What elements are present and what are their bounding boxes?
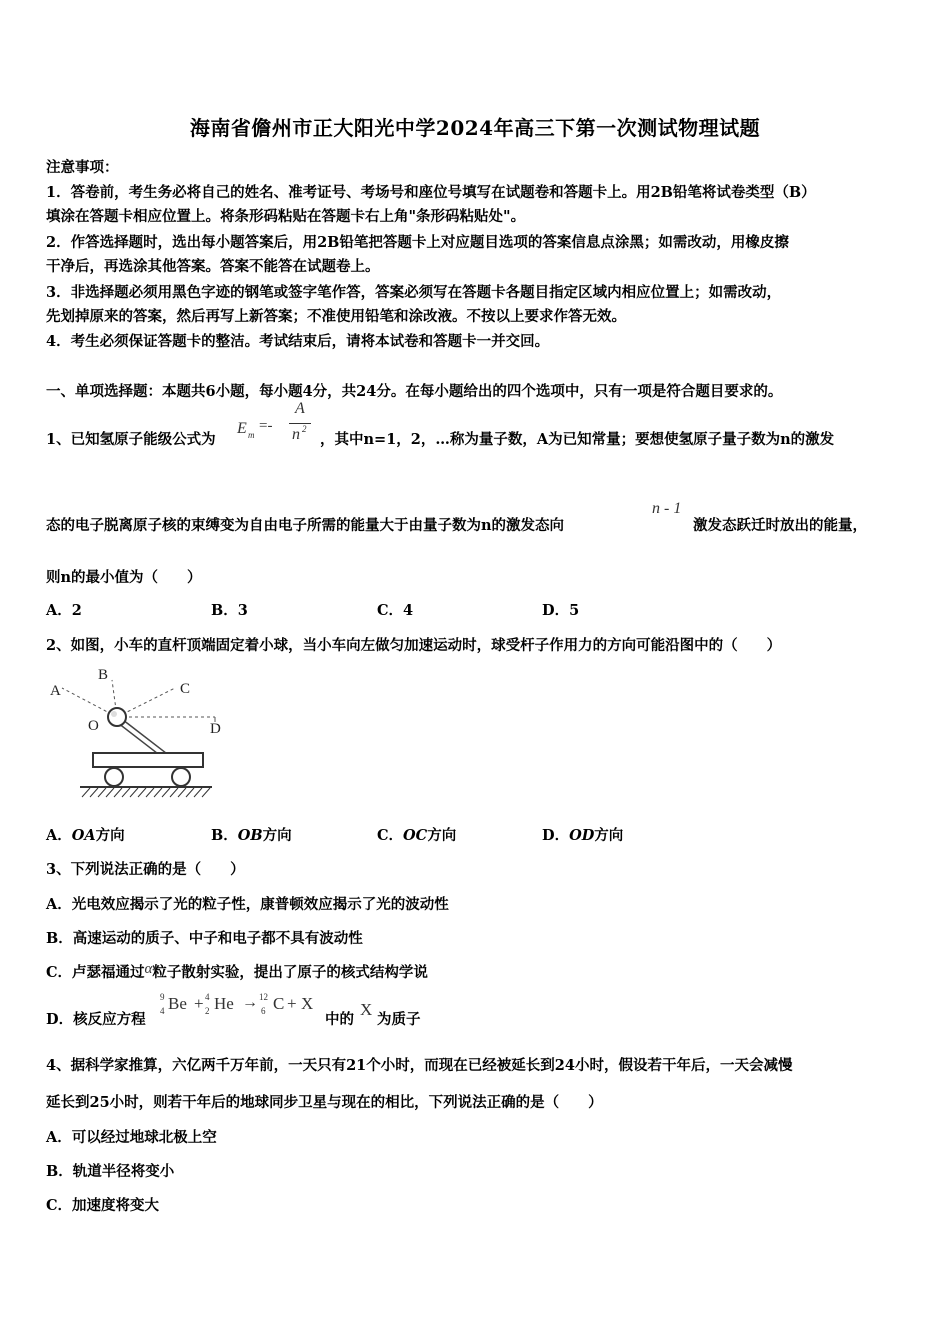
- notice-line: 2．作答选择题时，选出每小题答案后，用2B铅笔把答题卡上对应题目选项的答案信息点涂黑；如需改动，用橡皮擦: [46, 234, 789, 251]
- q4-option-b[interactable]: B．轨道半径将变小: [46, 1163, 175, 1180]
- label-c: C: [180, 681, 191, 697]
- notice-line: 4．考生必须保证答题卡的整洁。考试结束后，请将本试卷和答题卡一并交回。: [46, 333, 550, 350]
- notice-line: 先划掉原来的答案，然后再写上新答案；不准使用铅笔和涂改液。不按以上要求作答无效。: [46, 308, 626, 325]
- label-a: A: [50, 683, 61, 699]
- cart-body: [93, 753, 203, 767]
- notice-line: 干净后，再选涂其他答案。答案不能答在试题卷上。: [46, 258, 380, 275]
- q4-option-a[interactable]: A．可以经过地球北极上空: [46, 1129, 217, 1146]
- wheel-right: [172, 768, 190, 786]
- q1-energy-formula: E m =- A n 2: [237, 412, 317, 452]
- notice-line: 填涂在答题卡相应位置上。将条形码粘贴在答题卡右上角"条形码粘贴处"。: [46, 208, 526, 225]
- q1-option-d[interactable]: D．5: [542, 602, 580, 619]
- q3-option-a[interactable]: A．光电效应揭示了光的粒子性，康普顿效应揭示了光的波动性: [46, 896, 449, 913]
- q2-option-c[interactable]: C．OC方向: [377, 827, 457, 844]
- q1-prefix: 1、已知氢原子能级公式为: [46, 431, 216, 448]
- label-b: B: [98, 667, 109, 683]
- q4-stem-line2: 延长到25小时，则若干年后的地球同步卫星与现在的相比，下列说法正确的是（ ）: [46, 1094, 603, 1111]
- q2-option-d[interactable]: D．OD方向: [542, 827, 624, 844]
- q2-option-a[interactable]: A．OA方向: [46, 827, 125, 844]
- q3-option-d[interactable]: D．核反应方程: [46, 1011, 146, 1028]
- notice-line: 3．非选择题必须用黑色字迹的钢笔或签字笔作答，答案必须写在答题卡各题目指定区域内相应位置上；如需改动，: [46, 284, 782, 301]
- q1-line3: 则n的最小值为（ ）: [46, 569, 202, 586]
- q3-option-d-end: 为质子: [377, 1011, 421, 1028]
- notice-heading: 注意事项：: [46, 159, 119, 176]
- q3-option-c[interactable]: C．卢瑟福通过α粒子散射实验，提出了原子的核式结构学说: [46, 961, 428, 981]
- q3-option-d-mid: 中的: [325, 1011, 354, 1028]
- q2-cart-figure: [40, 660, 230, 805]
- q3-option-b[interactable]: B．高速运动的质子、中子和电子都不具有波动性: [46, 930, 363, 947]
- q2-stem: 2、如图，小车的直杆顶端固定着小球，当小车向左做匀加速运动时，球受杆子作用力的方向可能沿图中的（ ）: [46, 637, 782, 654]
- q3-stem: 3、下列说法正确的是（ ）: [46, 861, 245, 878]
- q1-line2: 态的电子脱离原子核的束缚变为自由电子所需的能量大于由量子数为n的激发态向: [46, 517, 565, 534]
- q4-option-c[interactable]: C．加速度将变大: [46, 1197, 160, 1214]
- q1-suffix: ，其中n=1，2，…称为量子数，A为已知常量；要想使氢原子量子数为n的激发: [320, 431, 835, 448]
- label-o: O: [88, 718, 99, 734]
- q3-nuclear-equation: 9 4 Be + 4 2 He → 12 6 C + X: [160, 992, 314, 1016]
- q1-line2-end: 激发态跃迁时放出的能量，: [693, 517, 867, 534]
- q1-n-minus-1: n - 1: [652, 500, 682, 517]
- section-heading: 一、单项选择题：本题共6小题，每小题4分，共24分。在每小题给出的四个选项中，只有一项是符合题目要求的。: [46, 383, 783, 400]
- q3-option-d-x: X: [360, 1000, 373, 1019]
- wheel-left: [105, 768, 123, 786]
- ball: [108, 708, 126, 726]
- q1-option-a[interactable]: A．2: [46, 602, 82, 619]
- notice-line: 1．答卷前，考生务必将自己的姓名、准考证号、考场号和座位号填写在试题卷和答题卡上。用2B铅笔将试卷类型（B）: [46, 184, 816, 201]
- q2-option-b[interactable]: B．OB方向: [211, 827, 292, 844]
- q1-option-b[interactable]: B．3: [211, 602, 248, 619]
- page-title: 海南省儋州市正大阳光中学2024年高三下第一次测试物理试题: [189, 116, 761, 140]
- q4-stem-line1: 4、据科学家推算，六亿两千万年前，一天只有21个小时，而现在已经被延长到24小时，假设若干年后，一天会减慢: [46, 1057, 793, 1074]
- label-d: D: [210, 721, 221, 737]
- q1-option-c[interactable]: C．4: [377, 602, 414, 619]
